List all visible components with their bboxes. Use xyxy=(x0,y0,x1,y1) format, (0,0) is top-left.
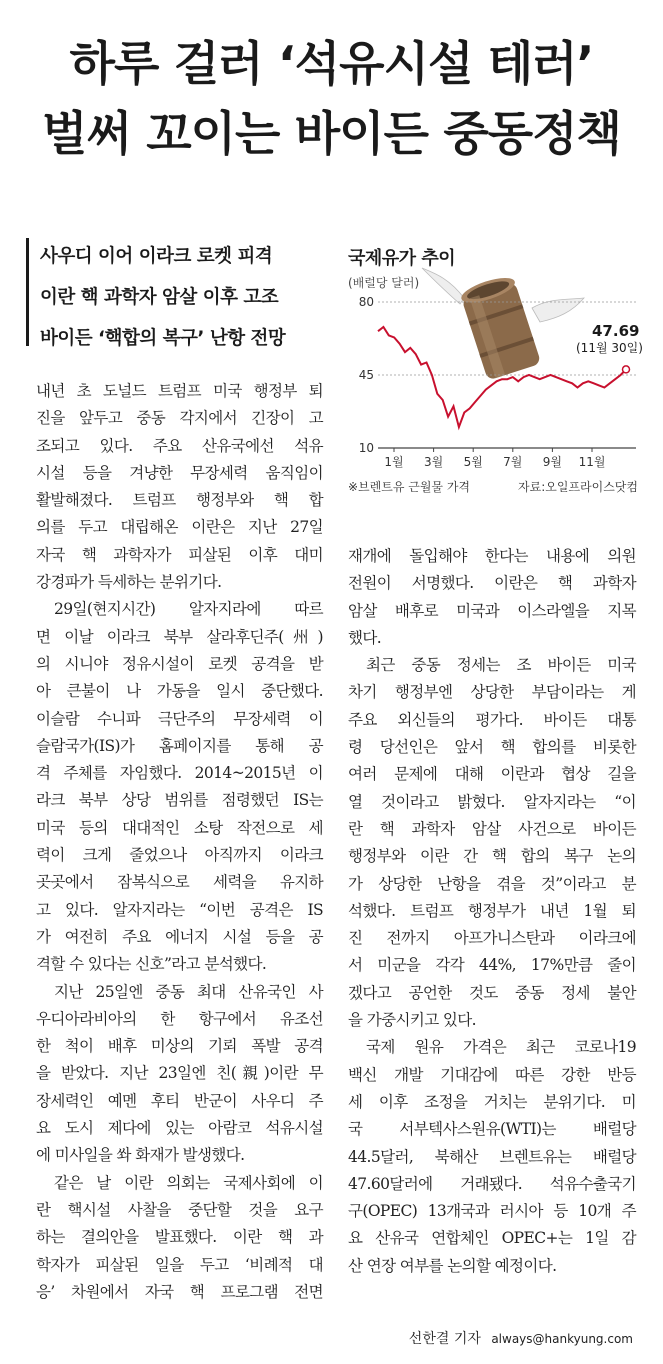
right-column-line: 령 당선인은 앞서 핵 합의를 비롯한 xyxy=(348,738,636,757)
right-column-line: 44.5달러, 북해산 브렌트유는 배럴당 xyxy=(348,1147,636,1166)
article-right-column xyxy=(348,543,636,1280)
left-column-line: 29일(현지시간) 알자지라에 따르 xyxy=(54,600,323,619)
right-column-line: 진 전까지 아프가니스탄과 이라크에 xyxy=(348,929,636,948)
oil-price-chart xyxy=(344,238,644,498)
chart-last-point xyxy=(623,366,630,373)
left-column-line: 미국 등의 대대적인 소탕 작전으로 세 xyxy=(36,818,323,837)
right-column-line: 주요 외신들의 평가다. 바이든 대통 xyxy=(348,710,636,729)
left-column-line: 내년 초 도널드 트럼프 미국 행정부 퇴 xyxy=(36,382,323,400)
left-column-line: 진을 앞두고 중동 각지에서 긴장이 고 xyxy=(36,409,323,428)
chart-y-tick-label: 80 xyxy=(358,295,374,309)
right-column-line: 최근 중동 정세는 조 바이든 미국 xyxy=(366,656,636,675)
left-column-line: 의를 두고 대립해온 이란은 지난 27일 xyxy=(36,518,323,537)
left-column-line: 한 척이 배후 미상의 기뢰 폭발 공격 xyxy=(36,1037,323,1056)
left-column-line: 슬람국가(IS)가 홈페이지를 통해 공 xyxy=(36,736,323,755)
left-column-line: 조되고 있다. 주요 산유국에선 석유 xyxy=(36,436,323,455)
right-column-line: 암살 배후로 미국과 이스라엘을 지목 xyxy=(348,601,636,620)
chart-decoration xyxy=(422,268,584,381)
subhead-line-1: 사우디 이어 이라크 로켓 피격 xyxy=(40,246,273,267)
article-left-column xyxy=(36,378,323,1306)
left-column-line: 격 주체를 자임했다. 2014~2015년 이 xyxy=(36,764,323,783)
right-column-line: 구(OPEC) 13개국과 러시아 등 10개 주 xyxy=(348,1202,636,1221)
left-column-line: 곳곳에서 잠복식으로 세력을 유지하 xyxy=(36,873,323,892)
chart-x-tick-label: 5월 xyxy=(463,455,483,469)
chart-x-tick-label: 11월 xyxy=(578,455,606,469)
chart-x-tick-label: 7월 xyxy=(503,455,523,469)
chart-note-source-series: ※브렌트유 근월물 가격 xyxy=(348,480,471,494)
right-column-line: 가 상당한 난항을 겪을 것”이라고 분 xyxy=(348,874,636,893)
left-column-line: 응’ 차원에서 자국 핵 프로그램 전면 xyxy=(36,1282,323,1301)
right-column-line: 행정부와 이란 간 핵 합의 복구 논의 xyxy=(348,847,636,866)
subhead-line-2: 이란 핵 과학자 암살 이후 고조 xyxy=(40,287,279,308)
left-column-line: 하는 결의안을 발표했다. 이란 핵 과 xyxy=(36,1228,323,1247)
chart-y-ticks xyxy=(359,295,374,455)
left-column-line: 을 받았다. 지난 23일엔 친(親)이란 무 xyxy=(36,1064,323,1083)
left-column-line: 란 핵시설 사찰을 중단할 것을 요구 xyxy=(36,1200,323,1219)
right-column-line: 열 것이라고 밝혔다. 알자지라는 “이 xyxy=(348,792,636,811)
left-column-line: 시설 등을 겨냥한 무장세력 움직임이 xyxy=(36,463,323,482)
left-column-line: 장세력인 예멘 후티 반군이 사우디 주 xyxy=(36,1091,323,1110)
left-column-line: 면 이날 이라크 북부 살라후딘주(州) xyxy=(36,627,323,646)
right-column-line: 47.60달러에 거래됐다. 석유수출국기 xyxy=(348,1174,636,1193)
right-column-line: 석했다. 트럼프 행정부가 내년 1월 퇴 xyxy=(348,901,636,920)
left-column-line: 의 시니야 정유시설이 로켓 공격을 받 xyxy=(36,654,323,673)
right-column-line: 국제 원유 가격은 최근 코로나19 xyxy=(366,1038,636,1057)
subhead xyxy=(40,236,340,359)
chart-note-source: 자료:오일프라이스닷컴 xyxy=(518,480,638,494)
right-column-line: 여러 문제에 대해 이란과 협상 길을 xyxy=(348,765,636,784)
left-column-line: 력이 크게 줄었으나 아직까지 이라크 xyxy=(36,846,323,865)
chart-unit-label: (배럴당 달러) xyxy=(348,276,420,290)
left-column-line: 강경파가 득세하는 분위기다. xyxy=(36,573,222,592)
left-column-line: 학자가 피살된 일을 두고 ‘비례적 대 xyxy=(36,1255,323,1274)
left-column-line: 고 있다. 알자지라는 “이번 공격은 IS xyxy=(36,900,323,919)
chart-x-ticks xyxy=(384,448,605,469)
left-column-line: 지난 25일엔 중동 최대 산유국인 사 xyxy=(54,982,323,1001)
chart-y-tick-label: 10 xyxy=(358,441,374,455)
right-column-line: 전원이 서명했다. 이란은 핵 과학자 xyxy=(348,574,636,593)
byline xyxy=(409,1328,633,1348)
chart-annotation-value: 47.69 xyxy=(592,322,640,340)
left-column-line: 아 큰불이 나 가동을 일시 중단했다. xyxy=(36,682,323,701)
byline-email: always@hankyung.com xyxy=(491,1332,633,1346)
chart-x-tick-label: 9월 xyxy=(542,455,563,469)
chart-title: 국제유가 추이 xyxy=(348,248,456,269)
right-column-line: 겠다고 공언한 것도 중동 정세 불안 xyxy=(348,983,636,1002)
headline xyxy=(0,30,663,170)
left-column-line: 우디아라비아의 한 항구에서 유조선 xyxy=(36,1009,323,1028)
left-column-line: 라크 북부 상당 범위를 점령했던 IS는 xyxy=(36,791,323,810)
right-column-line: 서 미군을 각각 44%, 17%만큼 줄이 xyxy=(348,956,636,975)
subhead-line-3: 바이든 ‘핵합의 복구’ 난항 전망 xyxy=(40,328,286,349)
left-column-line: 가 여전히 주요 에너지 시설 등을 공 xyxy=(36,927,323,946)
left-column-line: 요 도시 제다에 있는 아람코 석유시설 xyxy=(36,1119,323,1138)
right-column-line: 산 연장 여부를 논의할 예정이다. xyxy=(348,1256,557,1275)
left-column-line: 격할 수 있다는 신호”라고 분석했다. xyxy=(36,955,267,974)
chart-x-tick-label: 3월 xyxy=(423,455,444,469)
left-column-line: 에 미사일을 쏴 화재가 발생했다. xyxy=(36,1146,245,1165)
left-column-line: 활발해졌다. 트럼프 행정부와 핵 합 xyxy=(36,491,323,510)
headline-line-1: 하루 걸러 ‘석유시설 테러’ xyxy=(69,37,594,92)
subhead-bar xyxy=(26,238,29,346)
right-column-line: 란 핵 과학자 암살 사건으로 바이든 xyxy=(348,819,636,838)
right-column-line: 국 서부텍사스원유(WTI)는 배럴당 xyxy=(348,1120,636,1139)
byline-author: 선한결 기자 xyxy=(408,1331,481,1347)
right-column-line: 을 가중시키고 있다. xyxy=(348,1011,476,1030)
left-column-line: 같은 날 이란 의회는 국제사회에 이 xyxy=(54,1173,323,1192)
headline-line-2: 벌써 꼬이는 바이든 중동정책 xyxy=(42,107,621,162)
right-column-line: 했다. xyxy=(348,628,382,647)
chart-annotation-date: (11월 30일) xyxy=(576,341,643,355)
right-column-line: 재개에 돌입해야 한다는 내용에 의원 xyxy=(348,547,636,565)
right-column-line: 차기 행정부엔 상당한 부담이라는 게 xyxy=(348,683,636,702)
right-column-line: 세 이후 조정을 거치는 분위기다. 미 xyxy=(348,1092,636,1111)
left-column-line: 이슬람 수니파 극단주의 무장세력 이 xyxy=(36,709,323,728)
chart-x-tick-label: 1월 xyxy=(384,455,404,469)
right-column-line: 백신 개발 기대감에 따른 강한 반등 xyxy=(348,1065,636,1084)
chart-y-tick-label: 45 xyxy=(358,368,374,382)
left-column-line: 자국 핵 과학자가 피살된 이후 대미 xyxy=(36,545,323,564)
right-column-line: 요 산유국 연합체인 OPEC+는 1일 감 xyxy=(348,1229,636,1248)
